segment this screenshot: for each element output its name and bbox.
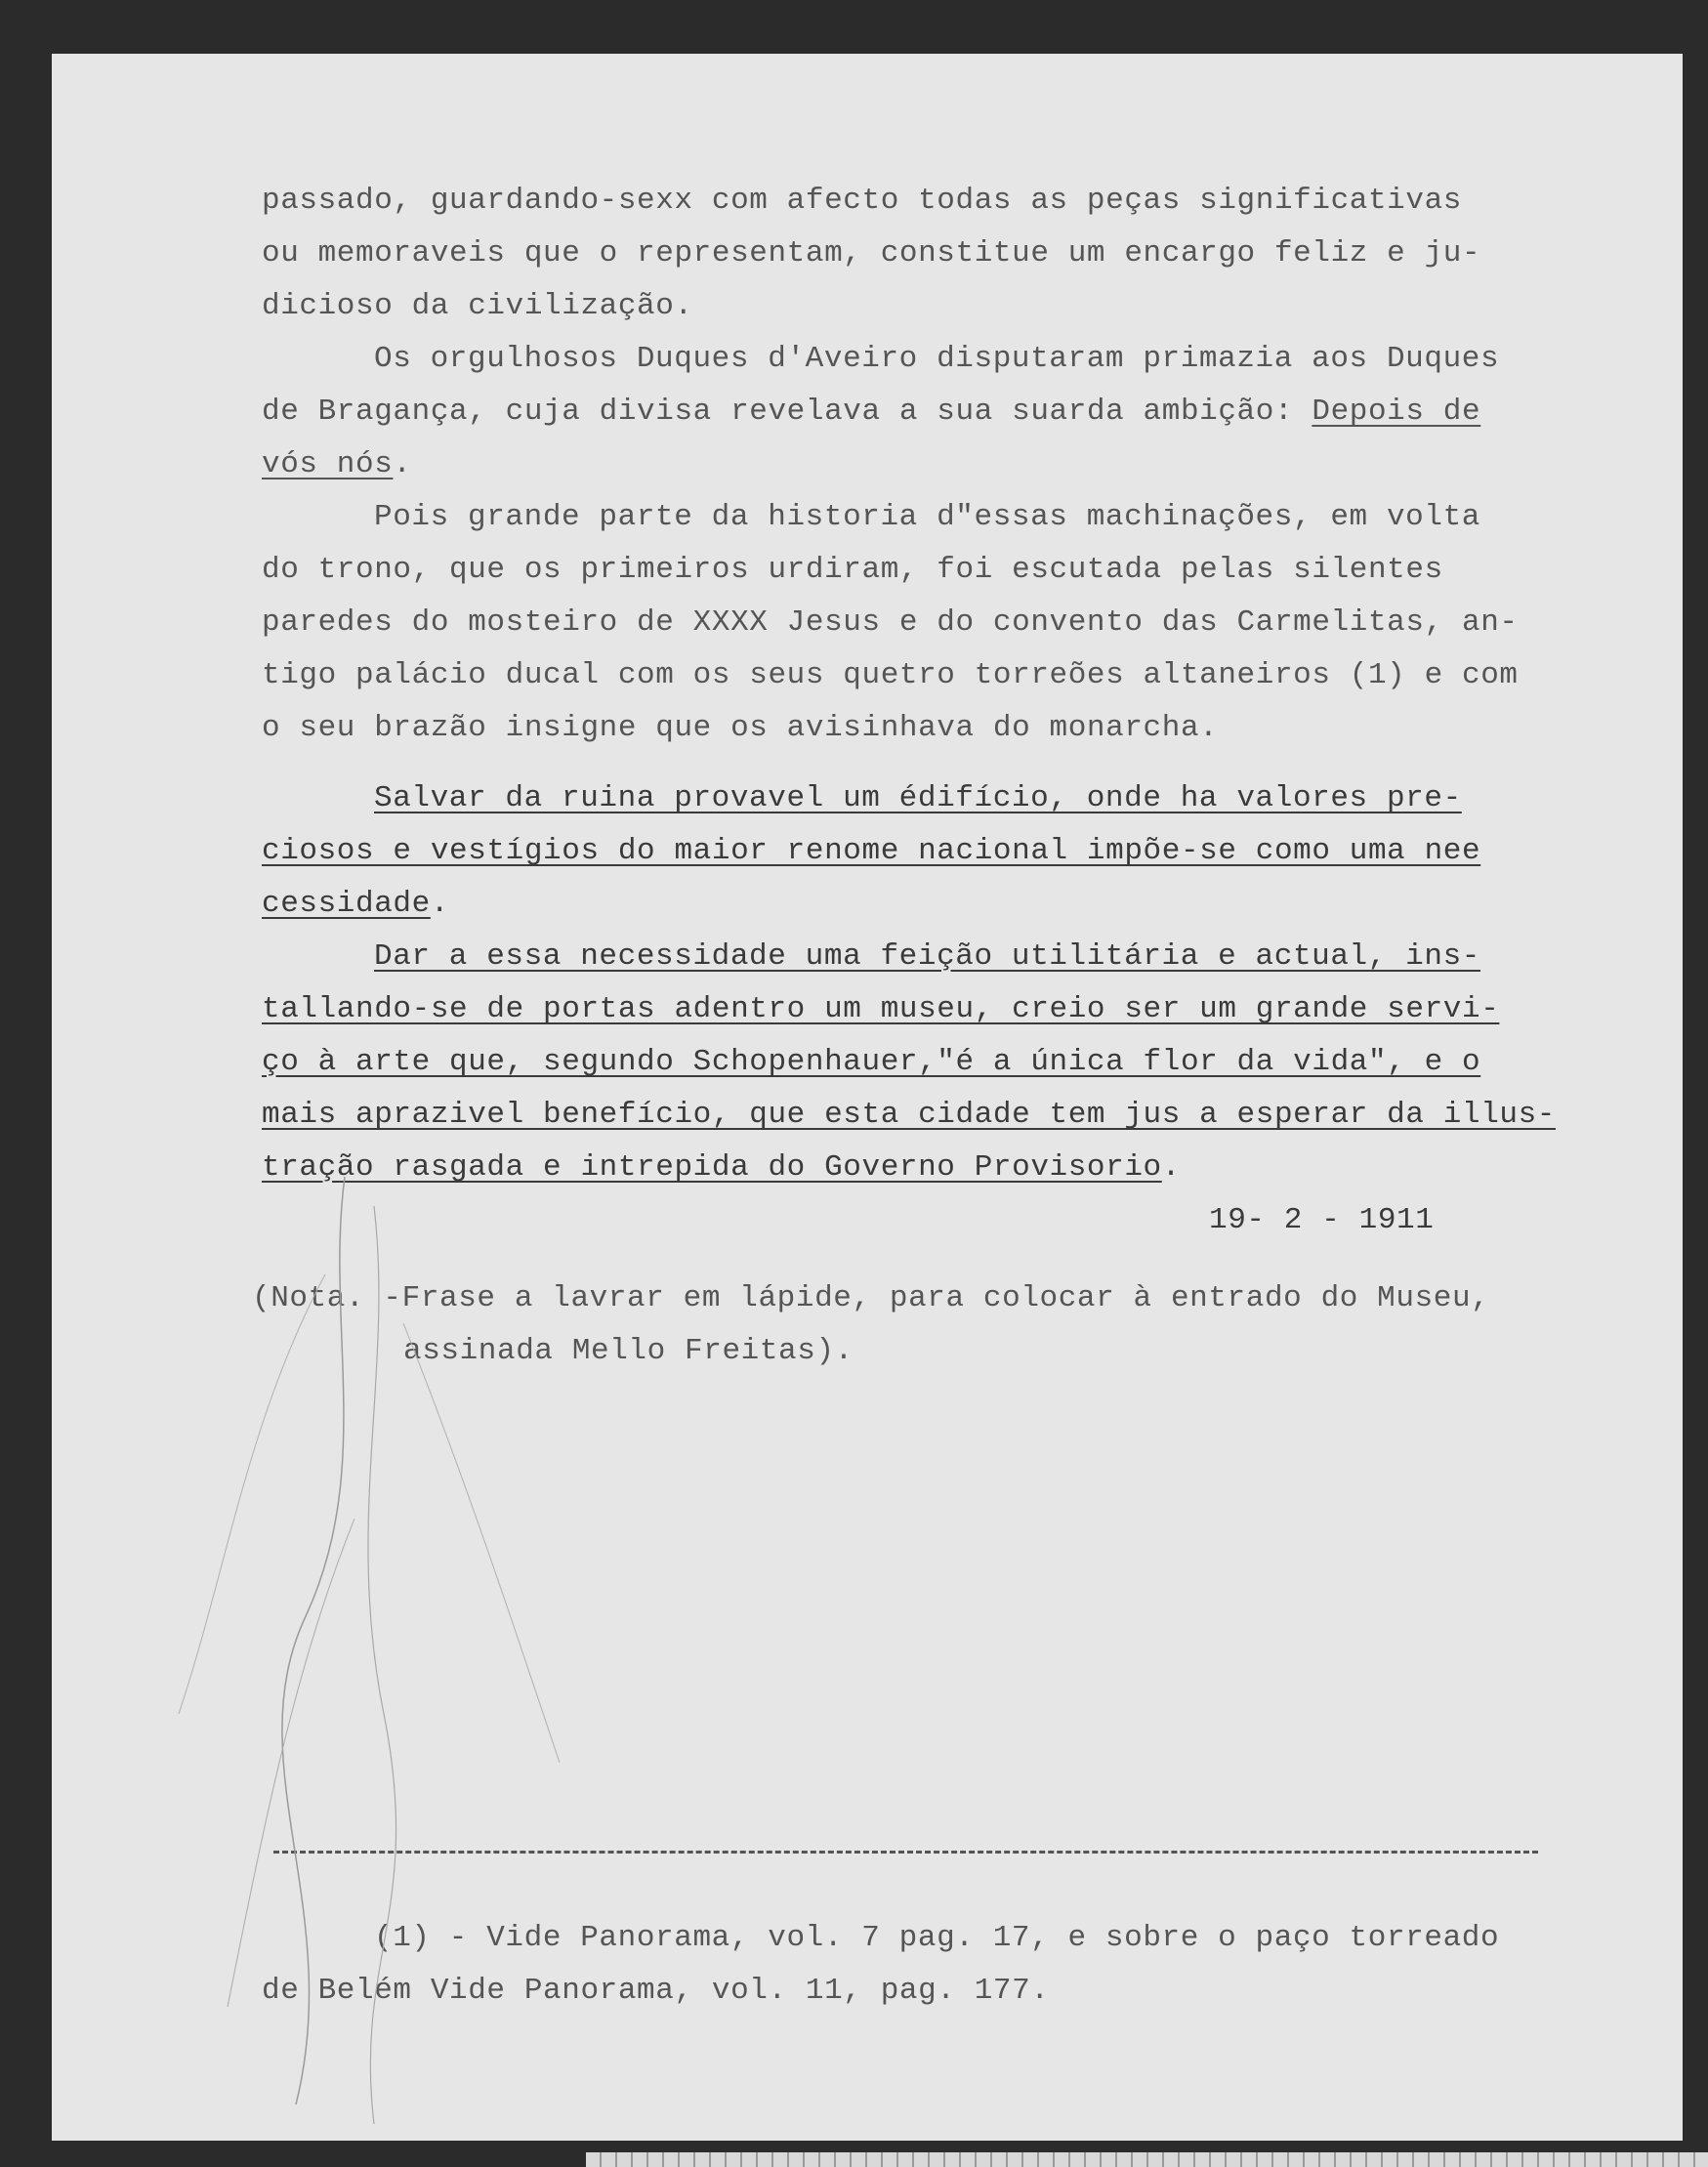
scribble-line-4 xyxy=(403,1323,560,1763)
color-scale-strip xyxy=(586,2152,1708,2167)
pencil-scribble-marks xyxy=(52,54,1683,2141)
paragraph-2-line-2-text: de Bragança, cuja divisa revelava a sua suarda ambição: xyxy=(262,395,1312,429)
footnote-line-2: de Belém Vide Panorama, vol. 11, pag. 177. xyxy=(262,1974,1050,2008)
note-line-1: (Nota. -Frase a lavrar em lápide, para colocar à entrado do Museu, xyxy=(252,1281,1490,1315)
paragraph-3-line-5: o seu brazão insigne que os avisinhava do monarcha. xyxy=(262,711,1219,745)
scribble-line-3 xyxy=(179,1274,325,1714)
footnote-line-1: (1) - Vide Panorama, vol. 7 pag. 17, e sobre o paço torreado xyxy=(374,1921,1500,1955)
paragraph-4-line-1: Salvar da ruina provavel um édifício, onde ha valores pre- xyxy=(374,781,1462,815)
motto-part-1: Depois de xyxy=(1312,395,1481,429)
note-line-2: assinada Mello Freitas). xyxy=(403,1334,854,1368)
motto-part-2: vós nós xyxy=(262,447,394,481)
paragraph-5-line-4: mais aprazivel benefício, que esta cidade tem jus a esperar da illus- xyxy=(262,1098,1557,1132)
paragraph-5-period: . xyxy=(1161,1150,1181,1185)
paragraph-5-line-1: Dar a essa necessidade uma feição utilitária e actual, ins- xyxy=(374,939,1480,974)
paragraph-3-line-4: tigo palácio ducal com os seus quetro torreões altaneiros (1) e com xyxy=(262,658,1519,692)
paragraph-4-line-3-text: cessidade xyxy=(262,887,431,921)
paragraph-5-line-3: ço à arte que, segundo Schopenhauer,"é a única flor da vida", e o xyxy=(262,1045,1481,1079)
paragraph-4-period: . xyxy=(430,887,450,921)
paragraph-5-line-2: tallando-se de portas adentro um museu, creio ser um grande servi- xyxy=(262,992,1500,1026)
scribble-line-5 xyxy=(228,1519,354,2007)
paragraph-4-line-2: ciosos e vestígios do maior renome nacional impõe-se como uma nee xyxy=(262,834,1481,868)
paragraph-3-line-3: paredes do mosteiro de XXXX Jesus e do convento das Carmelitas, an- xyxy=(262,605,1519,640)
motto-period: . xyxy=(393,447,412,481)
scribble-line-1 xyxy=(282,1177,345,2104)
paragraph-1-line-3: dicioso da civilização. xyxy=(262,289,693,323)
paragraph-3-line-2: do trono, que os primeiros urdiram, foi escutada pelas silentes xyxy=(262,553,1443,587)
paragraph-3-line-1: Pois grande parte da historia d"essas machinações, em volta xyxy=(374,500,1480,534)
document-page xyxy=(52,54,1683,2141)
scribble-line-2 xyxy=(368,1206,396,2124)
paragraph-1-line-1: passado, guardando-sexx com afecto todas as peças significativas xyxy=(262,184,1462,218)
document-date: 19- 2 - 1911 xyxy=(1209,1203,1435,1237)
paragraph-5-line-5-text: tração rasgada e intrepida do Governo Provisorio xyxy=(262,1150,1162,1185)
paragraph-2-line-1: Os orgulhosos Duques d'Aveiro disputaram primazia aos Duques xyxy=(374,342,1500,376)
paragraph-1-line-2: ou memoraveis que o representam, constitue um encargo feliz e ju- xyxy=(262,236,1481,271)
